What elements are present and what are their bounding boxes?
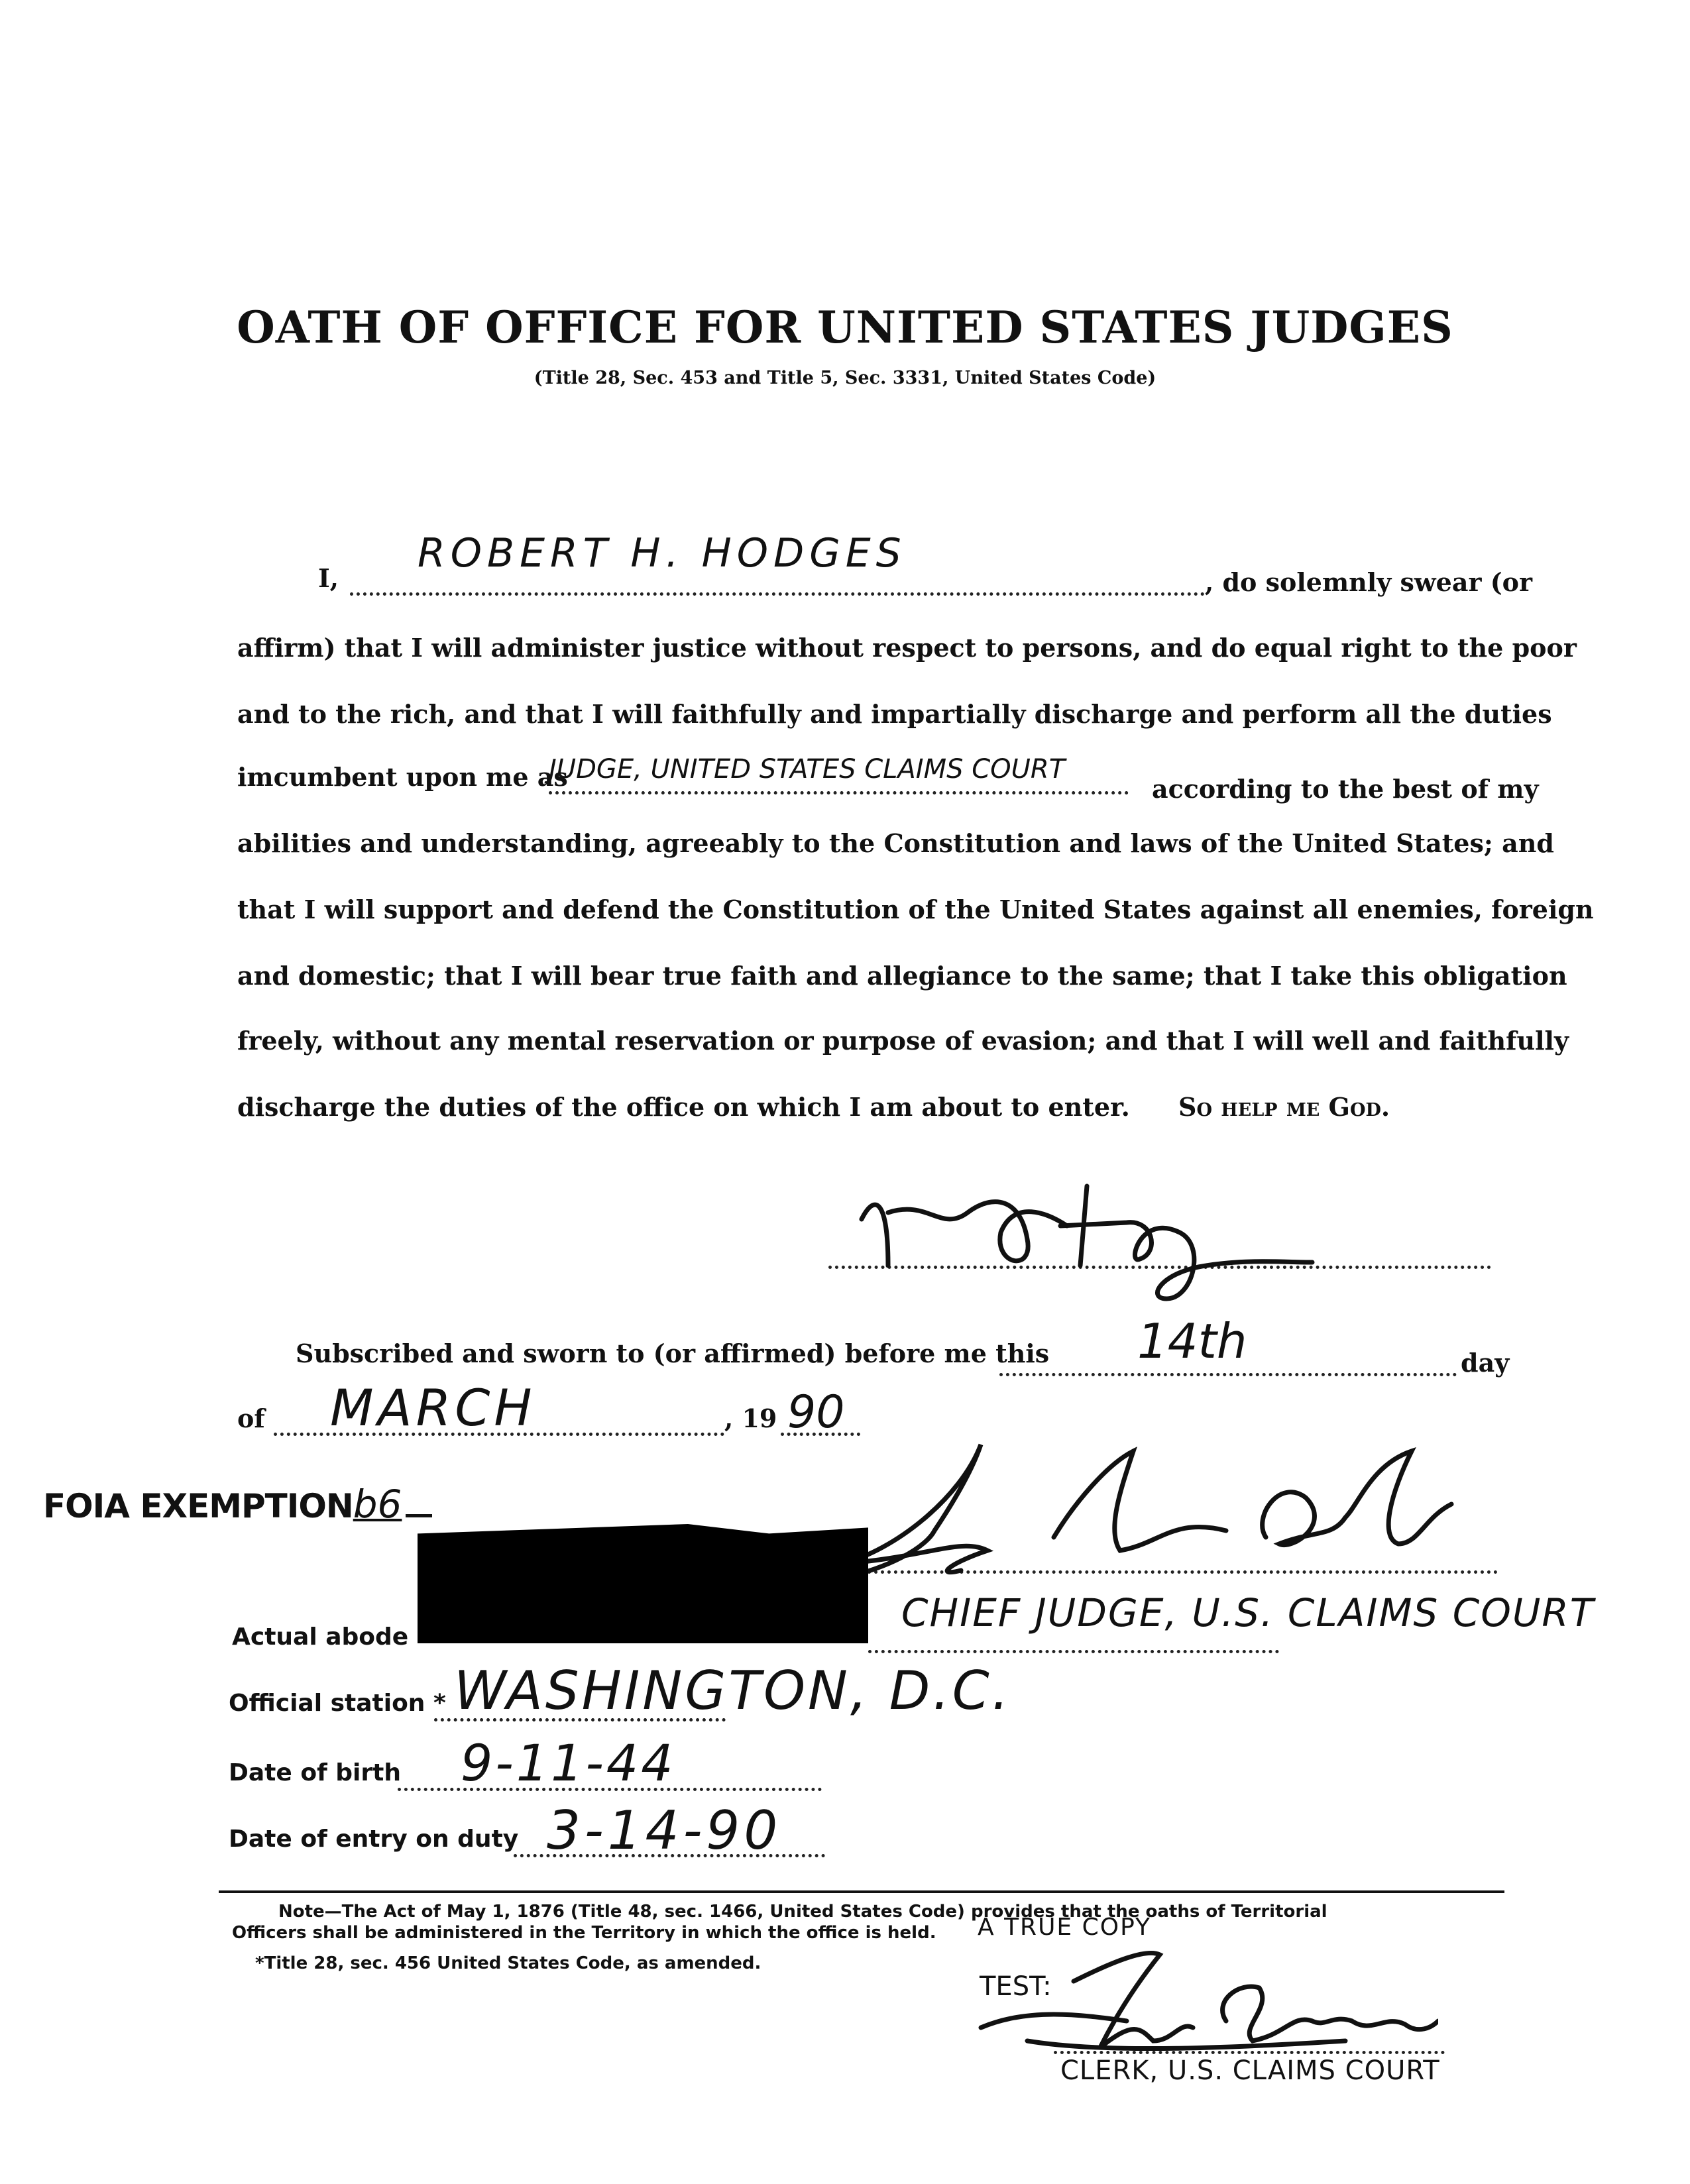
oath-line-8: freely, without any mental reservation or purpose of evasion; and that I will well and faithfully — [237, 1026, 1569, 1056]
position-handwritten: JUDGE, UNITED STATES CLAIMS COURT — [549, 754, 1066, 785]
date-of-birth-row — [229, 1733, 891, 1802]
day-handwritten: 14th — [1137, 1313, 1247, 1369]
oath-line-9-text: discharge the duties of the office on which I am about to enter. — [237, 1092, 1130, 1122]
year-handwritten: 90 — [787, 1386, 845, 1439]
oath-taker-signature — [848, 1173, 1325, 1305]
note-line-1: Note—The Act of May 1, 1876 (Title 48, sec. 1466, United States Code) provides that the oaths of Territorial — [278, 1902, 1327, 1922]
oath-line-4 — [237, 754, 1539, 804]
foia-exemption-stamp — [43, 1482, 432, 1527]
clerk-dotted-line — [1054, 2051, 1445, 2054]
document-title: OATH OF OFFICE FOR UNITED STATES JUDGES — [237, 301, 1453, 353]
name-dotted-line — [350, 592, 1205, 596]
official-station-label: Official station * — [229, 1690, 446, 1717]
notes-divider — [219, 1890, 1504, 1893]
year-prefix: , 19 — [724, 1403, 777, 1433]
date-of-birth-handwritten: 9-11-44 — [461, 1733, 676, 1792]
oath-prefix: I, — [318, 563, 339, 593]
clerk-signature — [974, 1941, 1438, 2074]
official-station-row — [229, 1660, 1012, 1733]
oath-line-1 — [318, 530, 1533, 603]
true-copy-stamp: A TRUE COPY — [978, 1914, 1151, 1941]
position-dotted-line — [549, 791, 1129, 794]
note-line-2: Officers shall be administered in the Territory in which the office is held. — [232, 1923, 936, 1943]
actual-abode-label: Actual abode — [232, 1623, 409, 1651]
oath-line-4-prefix: imcumbent upon me as — [237, 762, 568, 792]
oath-line-4-suffix: according to the best of my — [1152, 774, 1539, 804]
foia-underline-tail — [406, 1514, 432, 1517]
statute-citation: (Title 28, Sec. 453 and Title 5, Sec. 3331, United States Code) — [534, 368, 1156, 388]
redaction-block — [418, 1524, 868, 1643]
clerk-label: CLERK, U.S. CLAIMS COURT — [1060, 2055, 1440, 2086]
day-dotted-line — [999, 1373, 1457, 1376]
officer-title-handwritten: CHIEF JUDGE, U.S. CLAIMS COURT — [901, 1590, 1595, 1635]
sworn-line — [296, 1313, 1522, 1378]
oath-line-6: that I will support and defend the Constitution of the United States against all enemies, foreign — [237, 895, 1594, 924]
date-of-entry-label: Date of entry on duty — [229, 1826, 519, 1853]
test-label: TEST: — [980, 1971, 1052, 2002]
date-of-entry-handwritten: 3-14-90 — [547, 1800, 782, 1861]
oath-line-2: affirm) that I will administer justice without respect to persons, and do equal right to the poor — [237, 633, 1577, 663]
judge-name-handwritten: ROBERT H. HODGES — [418, 530, 907, 576]
foia-label: FOIA EXEMPTION — [43, 1487, 353, 1525]
oath-line-5: abilities and understanding, agreeably to the Constitution and laws of the United States; and — [237, 828, 1554, 858]
sworn-prefix: Subscribed and sworn to (or affirmed) before me this — [296, 1338, 1050, 1368]
oath-line-9 — [237, 1092, 1518, 1122]
of-label: of — [237, 1403, 265, 1433]
oath-line-1-suffix: , do solemnly swear (or — [1205, 567, 1533, 597]
officer-title-dotted-line — [868, 1650, 1279, 1653]
date-of-entry-row — [229, 1800, 891, 1869]
date-of-birth-label: Date of birth — [229, 1759, 401, 1786]
footnote: *Title 28, sec. 456 United States Code, as amended. — [255, 1953, 761, 1973]
oath-line-7: and domestic; that I will bear true faith and allegiance to the same; that I take this obligation — [237, 961, 1567, 991]
official-station-handwritten: WASHINGTON, D.C. — [454, 1660, 1012, 1721]
closing-phrase: So help me God. — [1178, 1092, 1390, 1122]
foia-code-handwritten: b6 — [353, 1482, 402, 1527]
month-handwritten: MARCH — [330, 1378, 536, 1437]
day-suffix: day — [1461, 1348, 1510, 1378]
oath-line-3: and to the rich, and that I will faithfully and impartially discharge and perform all the duties — [237, 699, 1552, 729]
